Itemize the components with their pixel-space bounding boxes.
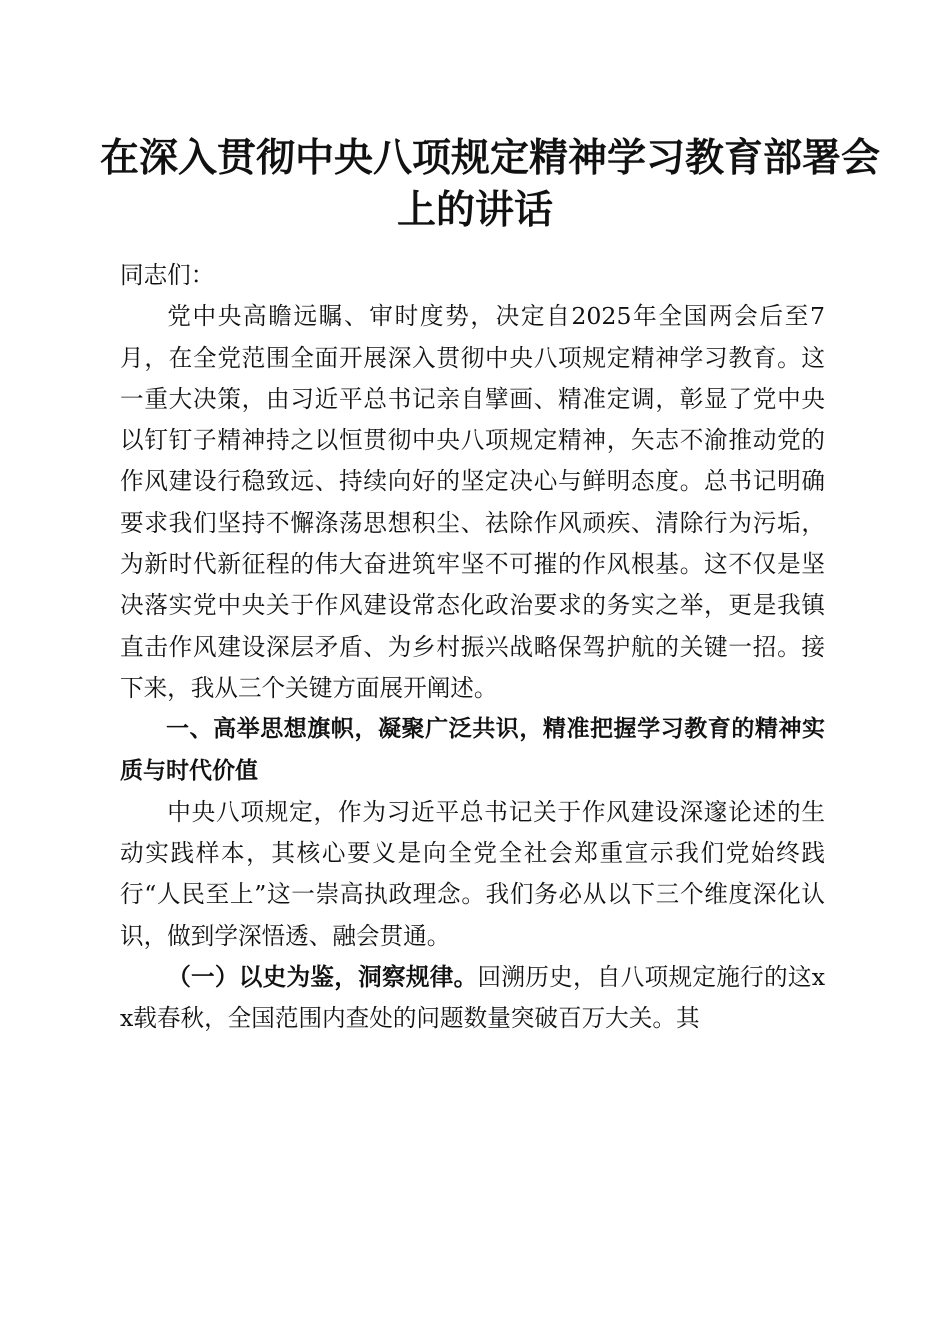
title-line-1: 在深入贯彻中央八项规定精神学习教育部署会 (100, 135, 881, 181)
salutation: 同志们： (120, 261, 215, 289)
section-1-paragraph: 中央八项规定，作为习近平总书记关于作风建设深邃论述的生动实践样本，其核心要义是向全党全社会郑重宣示我们党始终践行“人民至上”这一崇高执政理念。我们务必从以下三个维度深化认识，做到学深悟透、融会贯通。 (120, 797, 825, 950)
document-title (100, 132, 881, 236)
subsection-1-heading: （一）以史为鉴，洞察规律。 (167, 963, 478, 992)
subsection-1-text: 回溯历史，自八项规定施行的这xx载春秋，全国范围内查处的问题数量突破百万大关。其 (120, 963, 826, 1033)
section-heading-1: 一、高举思想旗帜，凝聚广泛共识，精准把握学习教育的精神实质与时代价值 (120, 716, 825, 784)
document-body (120, 255, 825, 1040)
intro-paragraph: 党中央高瞻远瞩、审时度势，决定自2025年全国两会后至7月，在全党范围全面开展深入贯彻中央八项规定精神学习教育。这一重大决策，由习近平总书记亲自擘画、精准定调，彰显了党中央以钉钉子精神持之以恒贯彻中央八项规定精神，矢志不渝推动党的作风建设行稳致远、持续向好的坚定决心与鲜明态度。总书记明确要求我们坚持不懈涤荡思想积尘、祛除作风顽疾、清除行为污垢，为新时代新征程的伟大奋进筑牢坚不可摧的作风根基。这不仅是坚决落实党中央关于作风建设常态化政治要求的务实之举，更是我镇直击作风建设深层矛盾、为乡村振兴战略保驾护航的关键一招。接下来，我从三个关键方面展开阐述。 (120, 302, 825, 702)
subsection-1-paragraph (120, 957, 825, 1040)
title-line-2: 上的讲话 (396, 187, 553, 233)
